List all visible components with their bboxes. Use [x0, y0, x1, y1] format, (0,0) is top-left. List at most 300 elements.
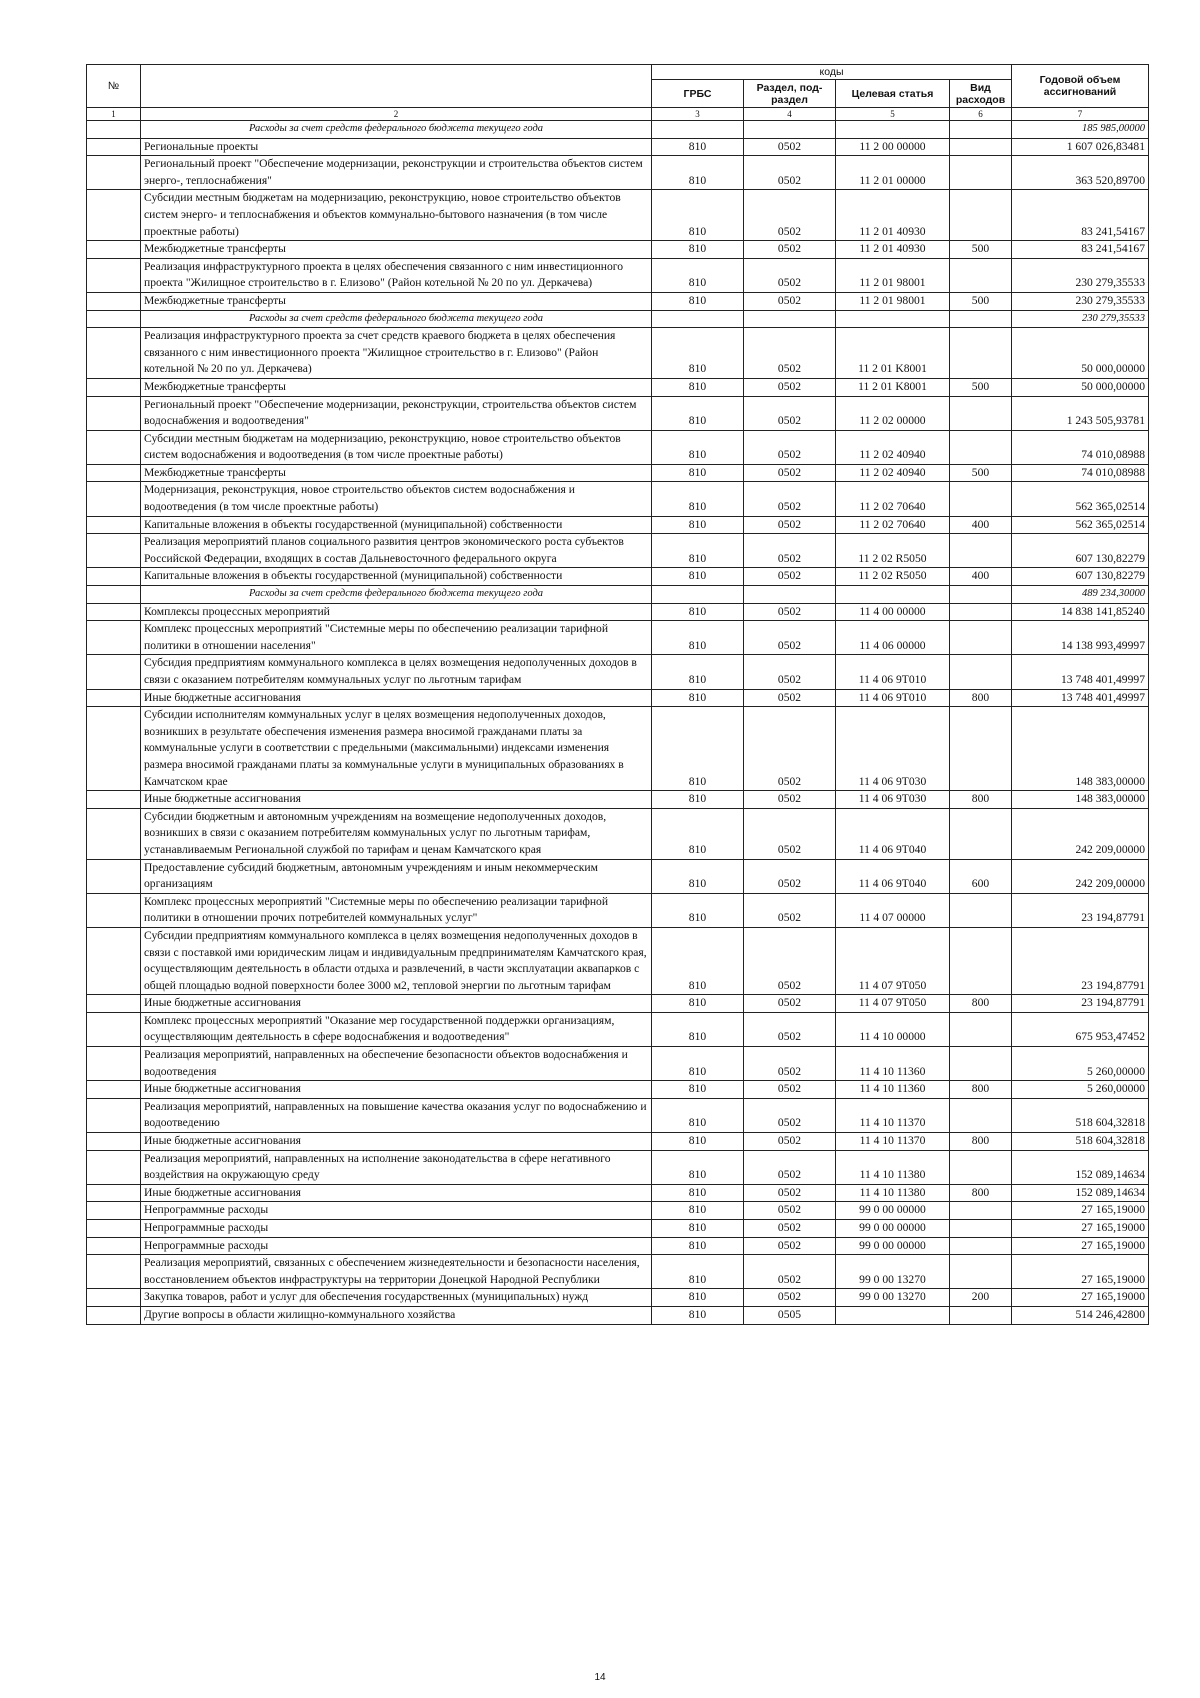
grbs-cell: 810 — [652, 482, 744, 516]
no-cell — [87, 1289, 141, 1307]
no-cell — [87, 655, 141, 689]
table-row — [87, 707, 1149, 791]
target-cell: 11 2 02 R5050 — [836, 568, 950, 586]
type-cell — [950, 156, 1012, 190]
no-cell — [87, 464, 141, 482]
grbs-cell: 810 — [652, 534, 744, 568]
no-cell — [87, 190, 141, 241]
name-cell: Реализация мероприятий, направленных на исполнение законодательства в сфере негативного воздействия на окружающую среду — [141, 1150, 652, 1184]
name-cell: Предоставление субсидий бюджетным, автономным учреждениям и иным некоммерческим организациям — [141, 859, 652, 893]
table-row — [87, 689, 1149, 707]
name-cell: Региональный проект "Обеспечение модернизации, реконструкции, строительства объектов систем водоснабжения и водоотведения" — [141, 396, 652, 430]
section-cell: 0502 — [744, 396, 836, 430]
name-cell: Комплекс процессных мероприятий "Оказание мер государственной поддержки организациям, осуществляющим деятельность в сфере водоснабжения и водоотведения" — [141, 1012, 652, 1046]
table-row — [87, 1237, 1149, 1255]
no-cell — [87, 516, 141, 534]
target-cell: 11 2 02 00000 — [836, 396, 950, 430]
target-cell: 11 2 02 40940 — [836, 430, 950, 464]
amount-cell: 27 165,19000 — [1012, 1289, 1149, 1307]
target-cell: 11 2 02 70640 — [836, 482, 950, 516]
section-cell: 0505 — [744, 1306, 836, 1324]
amount-cell: 23 194,87791 — [1012, 995, 1149, 1013]
amount-cell: 27 165,19000 — [1012, 1202, 1149, 1220]
grbs-cell: 810 — [652, 396, 744, 430]
name-cell: Комплекс процессных мероприятий "Системные меры по обеспечению реализации тарифной политики в отношении населения" — [141, 621, 652, 655]
section-cell: 0502 — [744, 1237, 836, 1255]
amount-cell: 23 194,87791 — [1012, 927, 1149, 994]
type-cell — [950, 396, 1012, 430]
grbs-cell: 810 — [652, 1098, 744, 1132]
target-cell — [836, 121, 950, 139]
target-cell: 11 4 10 11360 — [836, 1047, 950, 1081]
section-cell: 0502 — [744, 1133, 836, 1151]
source-note-row — [87, 586, 1149, 604]
amount-cell: 83 241,54167 — [1012, 241, 1149, 259]
no-cell — [87, 893, 141, 927]
grbs-cell: 810 — [652, 1012, 744, 1046]
section-cell: 0502 — [744, 603, 836, 621]
name-cell: Межбюджетные трансферты — [141, 241, 652, 259]
target-cell: 99 0 00 13270 — [836, 1289, 950, 1307]
grbs-cell — [652, 121, 744, 139]
type-cell — [950, 190, 1012, 241]
name-cell: Реализация инфраструктурного проекта за счет средств краевого бюджета в целях обеспечения связанного с ним инвестиционного проекта "Жилищное строительство в г. Елизово" (Район котельной № 20 по ул. Деркачева) — [141, 328, 652, 379]
grbs-cell: 810 — [652, 808, 744, 859]
section-cell — [744, 310, 836, 328]
target-cell: 11 2 01 K8001 — [836, 378, 950, 396]
section-cell: 0502 — [744, 689, 836, 707]
type-cell: 200 — [950, 1289, 1012, 1307]
type-cell — [950, 258, 1012, 292]
no-cell — [87, 241, 141, 259]
no-cell — [87, 791, 141, 809]
table-row — [87, 1098, 1149, 1132]
grbs-cell: 810 — [652, 1289, 744, 1307]
amount-cell: 185 985,00000 — [1012, 121, 1149, 139]
type-cell — [950, 603, 1012, 621]
grbs-cell: 810 — [652, 893, 744, 927]
type-cell: 800 — [950, 689, 1012, 707]
amount-cell: 230 279,35533 — [1012, 292, 1149, 310]
name-cell: Межбюджетные трансферты — [141, 378, 652, 396]
section-cell: 0502 — [744, 995, 836, 1013]
header-no: № — [87, 65, 141, 108]
grbs-cell: 810 — [652, 1184, 744, 1202]
amount-cell: 514 246,42800 — [1012, 1306, 1149, 1324]
no-cell — [87, 927, 141, 994]
section-cell: 0502 — [744, 534, 836, 568]
amount-cell: 675 953,47452 — [1012, 1012, 1149, 1046]
no-cell — [87, 1047, 141, 1081]
name-cell: Субсидии предприятиям коммунального комплекса в целях возмещения недополученных доходов в связи с поставкой ими юридическим лицам и индивидуальным предпринимателям Камчатского края, осуществляющим деятельность в области отдыха и развлечений, в части эксплуатации аквапарков с общей площадью водной поверхности более 3000 м2, тепловой энергии по льготным тарифам — [141, 927, 652, 994]
grbs-cell: 810 — [652, 241, 744, 259]
grbs-cell: 810 — [652, 1047, 744, 1081]
no-cell — [87, 586, 141, 604]
table-header — [87, 65, 1149, 121]
no-cell — [87, 1098, 141, 1132]
name-cell: Реализация мероприятий планов социального развития центров экономического роста субъектов Российской Федерации, входящих в состав Дальневосточного федерального округа — [141, 534, 652, 568]
no-cell — [87, 1255, 141, 1289]
name-cell: Региональные проекты — [141, 138, 652, 156]
type-cell: 800 — [950, 1184, 1012, 1202]
section-cell: 0502 — [744, 893, 836, 927]
table-row — [87, 396, 1149, 430]
section-cell: 0502 — [744, 1289, 836, 1307]
name-cell: Субсидия предприятиям коммунального комплекса в целях возмещения недополученных доходов в связи с оказанием потребителям коммунальных услуг по льготным тарифам — [141, 655, 652, 689]
amount-cell: 74 010,08988 — [1012, 430, 1149, 464]
grbs-cell: 810 — [652, 927, 744, 994]
no-cell — [87, 310, 141, 328]
target-cell: 99 0 00 00000 — [836, 1202, 950, 1220]
name-cell: Иные бюджетные ассигнования — [141, 1184, 652, 1202]
type-cell: 800 — [950, 1081, 1012, 1099]
grbs-cell: 810 — [652, 430, 744, 464]
document-page — [86, 64, 1148, 1325]
table-row — [87, 568, 1149, 586]
section-cell: 0502 — [744, 1202, 836, 1220]
header-name — [141, 65, 652, 108]
amount-cell: 230 279,35533 — [1012, 258, 1149, 292]
no-cell — [87, 1202, 141, 1220]
no-cell — [87, 707, 141, 791]
section-cell: 0502 — [744, 430, 836, 464]
section-cell: 0502 — [744, 1012, 836, 1046]
amount-cell: 5 260,00000 — [1012, 1081, 1149, 1099]
name-cell: Расходы за счет средств федерального бюджета текущего года — [141, 310, 652, 328]
source-note-row — [87, 121, 1149, 139]
type-cell — [950, 1237, 1012, 1255]
type-cell — [950, 121, 1012, 139]
target-cell — [836, 1306, 950, 1324]
target-cell: 11 4 07 9T050 — [836, 995, 950, 1013]
name-cell: Субсидии местным бюджетам на модернизацию, реконструкцию, новое строительство объектов систем водоснабжения и водоотведения (в том числе проектные работы) — [141, 430, 652, 464]
amount-cell: 607 130,82279 — [1012, 534, 1149, 568]
table-body — [87, 121, 1149, 1325]
name-cell: Непрограммные расходы — [141, 1237, 652, 1255]
grbs-cell: 810 — [652, 1255, 744, 1289]
target-cell: 11 4 10 00000 — [836, 1012, 950, 1046]
table-row — [87, 893, 1149, 927]
amount-cell: 607 130,82279 — [1012, 568, 1149, 586]
table-row — [87, 927, 1149, 994]
amount-cell: 14 838 141,85240 — [1012, 603, 1149, 621]
table-row — [87, 292, 1149, 310]
amount-cell: 13 748 401,49997 — [1012, 689, 1149, 707]
name-cell: Реализация инфраструктурного проекта в целях обеспечения связанного с ним инвестиционного проекта "Жилищное строительство в г. Елизово" (Район котельной № 20 по ул. Деркачева) — [141, 258, 652, 292]
section-cell: 0502 — [744, 378, 836, 396]
table-row — [87, 1306, 1149, 1324]
name-cell: Иные бюджетные ассигнования — [141, 1133, 652, 1151]
amount-cell: 242 209,00000 — [1012, 859, 1149, 893]
target-cell: 11 2 01 98001 — [836, 292, 950, 310]
no-cell — [87, 292, 141, 310]
section-cell: 0502 — [744, 1184, 836, 1202]
no-cell — [87, 808, 141, 859]
section-cell: 0502 — [744, 568, 836, 586]
col-number-7: 7 — [1012, 108, 1149, 121]
target-cell — [836, 310, 950, 328]
type-cell: 800 — [950, 791, 1012, 809]
section-cell: 0502 — [744, 1081, 836, 1099]
target-cell — [836, 586, 950, 604]
header-amount: Годовой объем ассигнований — [1012, 65, 1149, 108]
target-cell: 11 2 01 00000 — [836, 156, 950, 190]
grbs-cell — [652, 586, 744, 604]
amount-cell: 230 279,35533 — [1012, 310, 1149, 328]
table-row — [87, 859, 1149, 893]
grbs-cell: 810 — [652, 655, 744, 689]
no-cell — [87, 121, 141, 139]
type-cell: 500 — [950, 378, 1012, 396]
no-cell — [87, 995, 141, 1013]
type-cell — [950, 707, 1012, 791]
header-target: Целевая статья — [836, 80, 950, 108]
section-cell: 0502 — [744, 1255, 836, 1289]
table-row — [87, 190, 1149, 241]
no-cell — [87, 603, 141, 621]
type-cell — [950, 1098, 1012, 1132]
type-cell — [950, 655, 1012, 689]
target-cell: 11 2 01 98001 — [836, 258, 950, 292]
type-cell — [950, 1012, 1012, 1046]
grbs-cell: 810 — [652, 156, 744, 190]
target-cell: 11 2 01 40930 — [836, 190, 950, 241]
no-cell — [87, 1184, 141, 1202]
type-cell: 800 — [950, 1133, 1012, 1151]
amount-cell: 363 520,89700 — [1012, 156, 1149, 190]
amount-cell: 152 089,14634 — [1012, 1184, 1149, 1202]
no-cell — [87, 1133, 141, 1151]
grbs-cell: 810 — [652, 1220, 744, 1238]
grbs-cell: 810 — [652, 995, 744, 1013]
no-cell — [87, 1081, 141, 1099]
amount-cell: 5 260,00000 — [1012, 1047, 1149, 1081]
header-type: Вид расходов — [950, 80, 1012, 108]
section-cell: 0502 — [744, 241, 836, 259]
source-note-row — [87, 310, 1149, 328]
type-cell — [950, 1255, 1012, 1289]
name-cell: Реализация мероприятий, связанных с обеспечением жизнедеятельности и безопасности населения, восстановлением объектов инфраструктуры на территории Донецкой Народной Республики — [141, 1255, 652, 1289]
name-cell: Иные бюджетные ассигнования — [141, 1081, 652, 1099]
col-number-5: 5 — [836, 108, 950, 121]
no-cell — [87, 138, 141, 156]
amount-cell: 13 748 401,49997 — [1012, 655, 1149, 689]
table-row — [87, 1184, 1149, 1202]
section-cell: 0502 — [744, 1220, 836, 1238]
amount-cell: 489 234,30000 — [1012, 586, 1149, 604]
table-row — [87, 603, 1149, 621]
type-cell: 400 — [950, 516, 1012, 534]
table-row — [87, 241, 1149, 259]
type-cell — [950, 1220, 1012, 1238]
section-cell: 0502 — [744, 190, 836, 241]
amount-cell: 23 194,87791 — [1012, 893, 1149, 927]
type-cell: 400 — [950, 568, 1012, 586]
table-row — [87, 995, 1149, 1013]
type-cell: 600 — [950, 859, 1012, 893]
section-cell: 0502 — [744, 516, 836, 534]
name-cell: Расходы за счет средств федерального бюджета текущего года — [141, 121, 652, 139]
table-row — [87, 534, 1149, 568]
target-cell: 11 2 02 R5050 — [836, 534, 950, 568]
amount-cell: 74 010,08988 — [1012, 464, 1149, 482]
amount-cell: 562 365,02514 — [1012, 516, 1149, 534]
no-cell — [87, 482, 141, 516]
section-cell: 0502 — [744, 292, 836, 310]
grbs-cell: 810 — [652, 1306, 744, 1324]
target-cell: 11 4 06 9T030 — [836, 707, 950, 791]
grbs-cell: 810 — [652, 328, 744, 379]
table-row — [87, 1289, 1149, 1307]
no-cell — [87, 1306, 141, 1324]
section-cell: 0502 — [744, 156, 836, 190]
grbs-cell: 810 — [652, 568, 744, 586]
name-cell: Реализация мероприятий, направленных на обеспечение безопасности объектов водоснабжения и водоотведения — [141, 1047, 652, 1081]
type-cell — [950, 328, 1012, 379]
grbs-cell: 810 — [652, 292, 744, 310]
amount-cell: 14 138 993,49997 — [1012, 621, 1149, 655]
amount-cell: 518 604,32818 — [1012, 1098, 1149, 1132]
amount-cell: 152 089,14634 — [1012, 1150, 1149, 1184]
amount-cell: 148 383,00000 — [1012, 791, 1149, 809]
grbs-cell — [652, 310, 744, 328]
no-cell — [87, 859, 141, 893]
table-row — [87, 156, 1149, 190]
no-cell — [87, 156, 141, 190]
section-cell — [744, 586, 836, 604]
name-cell: Субсидии исполнителям коммунальных услуг в целях возмещения недополученных доходов, возникших в результате обеспечения изменения размера вносимой гражданами платы за коммунальные услуги в соответствии с предельными (максимальными) индексами изменения размера вносимой гражданами платы за коммунальные услуги в муниципальных образованиях в Камчатском крае — [141, 707, 652, 791]
section-cell: 0502 — [744, 927, 836, 994]
table-row — [87, 791, 1149, 809]
target-cell: 11 4 07 00000 — [836, 893, 950, 927]
grbs-cell: 810 — [652, 621, 744, 655]
name-cell: Непрограммные расходы — [141, 1220, 652, 1238]
no-cell — [87, 328, 141, 379]
section-cell: 0502 — [744, 138, 836, 156]
target-cell: 11 2 00 00000 — [836, 138, 950, 156]
amount-cell: 27 165,19000 — [1012, 1255, 1149, 1289]
grbs-cell: 810 — [652, 516, 744, 534]
table-row — [87, 808, 1149, 859]
target-cell: 11 4 10 11370 — [836, 1098, 950, 1132]
name-cell: Реализация мероприятий, направленных на повышение качества оказания услуг по водоснабжению и водоотведению — [141, 1098, 652, 1132]
type-cell: 500 — [950, 464, 1012, 482]
type-cell: 800 — [950, 995, 1012, 1013]
name-cell: Закупка товаров, работ и услуг для обеспечения государственных (муниципальных) нужд — [141, 1289, 652, 1307]
section-cell: 0502 — [744, 1098, 836, 1132]
amount-cell: 27 165,19000 — [1012, 1237, 1149, 1255]
no-cell — [87, 534, 141, 568]
type-cell — [950, 138, 1012, 156]
target-cell: 99 0 00 00000 — [836, 1220, 950, 1238]
amount-cell: 562 365,02514 — [1012, 482, 1149, 516]
type-cell — [950, 534, 1012, 568]
header-section: Раздел, под-раздел — [744, 80, 836, 108]
section-cell: 0502 — [744, 1047, 836, 1081]
target-cell: 11 4 06 9T010 — [836, 655, 950, 689]
no-cell — [87, 378, 141, 396]
section-cell: 0502 — [744, 1150, 836, 1184]
col-number-6: 6 — [950, 108, 1012, 121]
table-row — [87, 621, 1149, 655]
type-cell — [950, 430, 1012, 464]
table-row — [87, 1202, 1149, 1220]
name-cell: Иные бюджетные ассигнования — [141, 689, 652, 707]
section-cell: 0502 — [744, 791, 836, 809]
table-row — [87, 1255, 1149, 1289]
grbs-cell: 810 — [652, 689, 744, 707]
target-cell: 11 4 06 9T040 — [836, 859, 950, 893]
section-cell: 0502 — [744, 859, 836, 893]
table-row — [87, 482, 1149, 516]
grbs-cell: 810 — [652, 707, 744, 791]
name-cell: Капитальные вложения в объекты государственной (муниципальной) собственности — [141, 568, 652, 586]
grbs-cell: 810 — [652, 1202, 744, 1220]
name-cell: Капитальные вложения в объекты государственной (муниципальной) собственности — [141, 516, 652, 534]
target-cell: 11 2 02 40940 — [836, 464, 950, 482]
type-cell — [950, 1047, 1012, 1081]
name-cell: Комплексы процессных мероприятий — [141, 603, 652, 621]
grbs-cell: 810 — [652, 190, 744, 241]
name-cell: Субсидии бюджетным и автономным учреждениям на возмещение недополученных доходов, возникших в связи с оказанием потребителям коммунальных услуг по льготным тарифам, устанавливаемым Региональной службой по тарифам и ценам Камчатского края — [141, 808, 652, 859]
grbs-cell: 810 — [652, 1150, 744, 1184]
name-cell: Межбюджетные трансферты — [141, 464, 652, 482]
grbs-cell: 810 — [652, 464, 744, 482]
grbs-cell: 810 — [652, 138, 744, 156]
no-cell — [87, 621, 141, 655]
name-cell: Субсидии местным бюджетам на модернизацию, реконструкцию, новое строительство объектов систем энерго- и теплоснабжения и объектов коммунально-бытового назначения (в том числе проектные работы) — [141, 190, 652, 241]
amount-cell: 27 165,19000 — [1012, 1220, 1149, 1238]
amount-cell: 50 000,00000 — [1012, 328, 1149, 379]
target-cell: 11 4 10 11380 — [836, 1150, 950, 1184]
type-cell — [950, 621, 1012, 655]
grbs-cell: 810 — [652, 859, 744, 893]
table-row — [87, 464, 1149, 482]
table-row — [87, 378, 1149, 396]
amount-cell: 1 243 505,93781 — [1012, 396, 1149, 430]
table-row — [87, 1081, 1149, 1099]
section-cell — [744, 121, 836, 139]
section-cell: 0502 — [744, 621, 836, 655]
type-cell — [950, 482, 1012, 516]
name-cell: Иные бюджетные ассигнования — [141, 791, 652, 809]
col-number-3: 3 — [652, 108, 744, 121]
section-cell: 0502 — [744, 258, 836, 292]
no-cell — [87, 396, 141, 430]
table-row — [87, 1133, 1149, 1151]
col-number-1: 1 — [87, 108, 141, 121]
type-cell — [950, 927, 1012, 994]
section-cell: 0502 — [744, 808, 836, 859]
budget-table — [86, 64, 1149, 1325]
name-cell: Другие вопросы в области жилищно-коммунального хозяйства — [141, 1306, 652, 1324]
table-row — [87, 1012, 1149, 1046]
type-cell — [950, 893, 1012, 927]
type-cell: 500 — [950, 241, 1012, 259]
amount-cell: 242 209,00000 — [1012, 808, 1149, 859]
no-cell — [87, 258, 141, 292]
header-codes: коды — [652, 65, 1012, 80]
col-number-4: 4 — [744, 108, 836, 121]
amount-cell: 1 607 026,83481 — [1012, 138, 1149, 156]
no-cell — [87, 568, 141, 586]
table-row — [87, 430, 1149, 464]
no-cell — [87, 1237, 141, 1255]
header-grbs: ГРБС — [652, 80, 744, 108]
table-row — [87, 138, 1149, 156]
grbs-cell: 810 — [652, 603, 744, 621]
section-cell: 0502 — [744, 707, 836, 791]
